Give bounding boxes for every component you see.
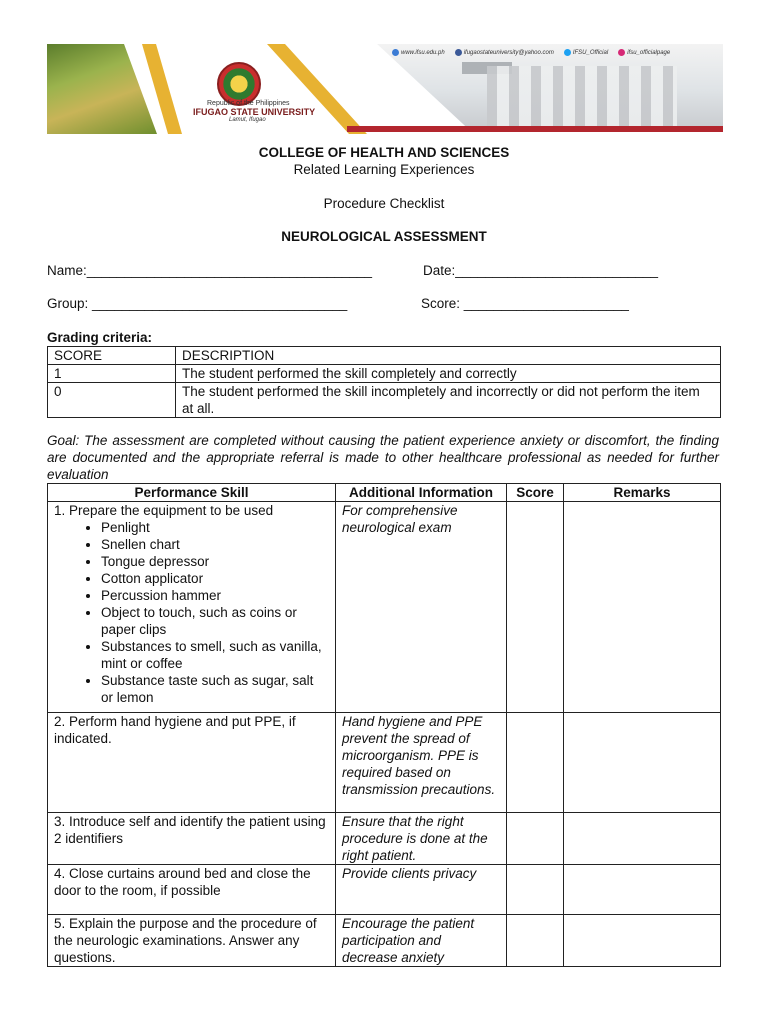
skill-cell: 5. Explain the purpose and the procedure of the neurologic examinations. Answer any questions.: [48, 915, 336, 967]
info-cell: Provide clients privacy: [336, 865, 507, 915]
table-row: [48, 915, 721, 967]
twitter-link: IFSU_Official: [564, 49, 608, 56]
logo-line-1: Republic of the Philippines: [207, 100, 290, 107]
skill-text: 1. Prepare the equipment to be used: [54, 503, 274, 518]
grading-header-description: DESCRIPTION: [176, 347, 721, 365]
group-field: Group: __________________________________: [47, 296, 348, 311]
table-row: [48, 365, 721, 383]
skill-cell: 2. Perform hand hygiene and put PPE, if indicated.: [48, 713, 336, 813]
procedure-checklist-table: [47, 483, 721, 967]
remarks-cell[interactable]: [564, 502, 721, 713]
grading-header-score: SCORE: [48, 347, 176, 365]
table-row: [48, 502, 721, 713]
skill-cell: 3. Introduce self and identify the patient using 2 identifiers: [48, 813, 336, 865]
remarks-cell[interactable]: [564, 865, 721, 915]
table-row: [48, 865, 721, 915]
list-item: • Object to touch, such as coins or paper clips: [101, 604, 329, 638]
score-cell[interactable]: [507, 813, 564, 865]
website-link: www.ifsu.edu.ph: [392, 49, 445, 56]
remarks-cell[interactable]: [564, 813, 721, 865]
info-cell: Ensure that the right procedure is done at the right patient.: [336, 813, 507, 865]
page-title: NEUROLOGICAL ASSESSMENT: [281, 229, 487, 244]
info-cell: For comprehensive neurological exam: [336, 502, 507, 713]
building-facade: [487, 66, 677, 126]
globe-icon: [392, 49, 399, 56]
table-row: [48, 713, 721, 813]
score-cell[interactable]: [507, 865, 564, 915]
score-cell[interactable]: [507, 502, 564, 713]
grading-description: The student performed the skill incompletely and incorrectly or did not perform the item at all.: [176, 383, 721, 418]
logo-line-2: IFUGAO STATE UNIVERSITY: [193, 107, 316, 117]
list-item: • Snellen chart: [101, 536, 329, 553]
list-item: • Substances to smell, such as vanilla, mint or coffee: [101, 638, 329, 672]
skill-cell: [48, 502, 336, 713]
equipment-list: [54, 519, 329, 706]
goal-statement: Goal: The assessment are completed without causing the patient experience anxiety or discomfort, the finding are documented and the appropriate referral is made to other healthcare professional as needed for further evaluation: [47, 433, 719, 482]
subtitle: Related Learning Experiences: [293, 162, 475, 177]
name-field: Name:______________________________________: [47, 263, 373, 278]
email-link: ifugaostateuniversity@yahoo.com: [455, 49, 554, 56]
instagram-link: ifsu_officialpage: [618, 49, 670, 56]
header-performance-skill: Performance Skill: [48, 484, 336, 502]
header-banner: [47, 44, 723, 134]
header-score: Score: [507, 484, 564, 502]
list-item: • Percussion hammer: [101, 587, 329, 604]
table-row: [48, 383, 721, 418]
header-remarks: Remarks: [564, 484, 721, 502]
header-additional-info: Additional Information: [336, 484, 507, 502]
info-cell: Encourage the patient participation and decrease anxiety: [336, 915, 507, 967]
grading-table: [47, 346, 721, 418]
info-cell: Hand hygiene and PPE prevent the spread of microorganism. PPE is required based on transmission precautions.: [336, 713, 507, 813]
score-field: Score: ______________________: [421, 296, 629, 311]
logo-line-3: Lamut, Ifugao: [229, 117, 266, 123]
table-header-row: [48, 484, 721, 502]
instagram-icon: [618, 49, 625, 56]
score-cell[interactable]: [507, 915, 564, 967]
table-row: [48, 347, 721, 365]
college-name: COLLEGE OF HEALTH AND SCIENCES: [258, 145, 510, 160]
remarks-cell[interactable]: [564, 713, 721, 813]
list-item: • Penlight: [101, 519, 329, 536]
grading-description: The student performed the skill completely and correctly: [176, 365, 721, 383]
date-field: Date:___________________________: [423, 263, 658, 278]
facebook-icon: [455, 49, 462, 56]
score-cell[interactable]: [507, 713, 564, 813]
table-row: [48, 813, 721, 865]
twitter-icon: [564, 49, 571, 56]
grading-criteria-title: Grading criteria:: [47, 330, 153, 345]
grading-score: 1: [48, 365, 176, 383]
rice-terraces-image: [47, 44, 157, 134]
doc-type: Procedure Checklist: [323, 196, 445, 211]
social-links: [392, 49, 670, 56]
skill-cell: 4. Close curtains around bed and close the door to the room, if possible: [48, 865, 336, 915]
grading-score: 0: [48, 383, 176, 418]
remarks-cell[interactable]: [564, 915, 721, 967]
banner-gold-stripe-2: [267, 44, 367, 134]
list-item: • Cotton applicator: [101, 570, 329, 587]
banner-red-line: [347, 126, 723, 132]
list-item: • Tongue depressor: [101, 553, 329, 570]
list-item: • Substance taste such as sugar, salt or lemon: [101, 672, 329, 706]
